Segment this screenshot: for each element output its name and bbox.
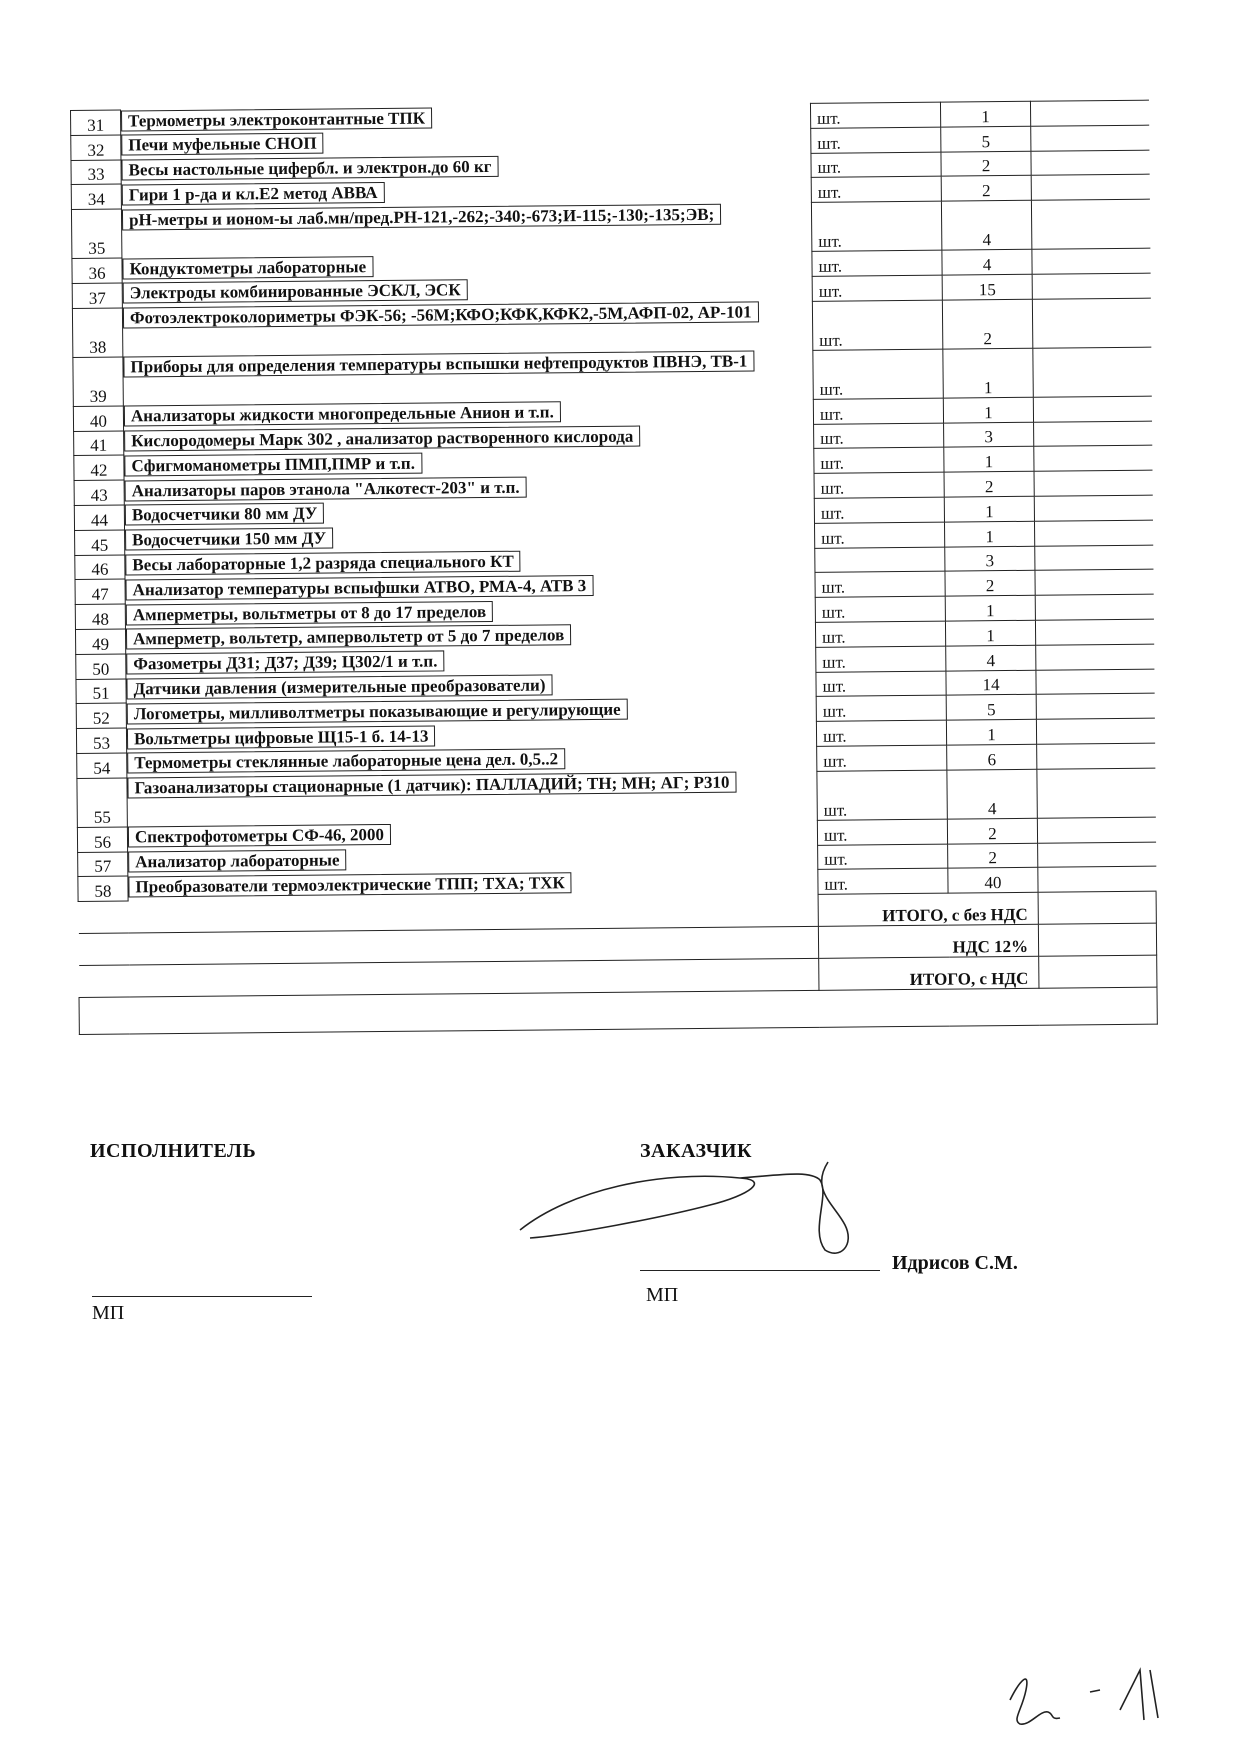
row-quantity: 1	[945, 595, 1035, 621]
row-number: 45	[75, 530, 125, 555]
vat-label: НДС 12%	[818, 924, 1038, 958]
row-item-name: Водосчетчики 80 мм ДУ	[125, 503, 325, 526]
row-number: 43	[74, 480, 124, 505]
row-unit: шт.	[813, 398, 943, 424]
row-quantity: 2	[941, 151, 1031, 177]
row-item-name: Термометры стеклянные лабораторные цена дел. 0,5..2	[127, 749, 565, 774]
row-item-name: Приборы для определения температуры вспышки нефтепродуктов ПВНЭ, ТВ-1	[123, 351, 754, 378]
row-quantity: 2	[945, 571, 1035, 597]
row-price	[1037, 817, 1155, 843]
row-price	[1037, 743, 1155, 769]
row-number: 31	[71, 110, 121, 135]
row-price	[1033, 396, 1151, 422]
row-item-name: Анализатор лабораторные	[128, 849, 347, 872]
row-item-name: Печи муфельные СНОП	[121, 133, 323, 156]
row-unit: шт.	[811, 201, 941, 251]
row-unit: шт.	[813, 349, 943, 399]
row-item-name: Амперметр, вольтетр, ампервольтетр от 5 до 7 пределов	[126, 625, 571, 650]
row-item-name: Весы лабораторные 1,2 разряда специального КТ	[125, 551, 521, 576]
row-number: 55	[77, 778, 127, 827]
row-number: 34	[71, 184, 121, 209]
row-price	[1036, 718, 1154, 744]
row-number: 57	[78, 852, 128, 877]
row-item-name: Преобразователи термоэлектрические ТПП; ТХА; ТХК	[128, 872, 571, 897]
row-price	[1034, 446, 1152, 472]
row-item-name: Анализаторы паров этанола "Алкотест-203" и т.п.	[125, 476, 527, 501]
row-unit: шт.	[815, 571, 945, 597]
row-number: 32	[71, 135, 121, 160]
row-number: 52	[76, 703, 126, 728]
customer-signature	[510, 1150, 870, 1270]
executor-signature-line	[92, 1296, 312, 1297]
row-price	[1038, 866, 1156, 892]
row-price	[1034, 470, 1152, 496]
row-quantity: 4	[947, 769, 1037, 819]
row-number: 49	[75, 629, 125, 654]
row-number: 40	[73, 406, 123, 431]
row-price	[1032, 273, 1150, 299]
row-unit: шт.	[812, 275, 942, 301]
row-quantity: 3	[944, 422, 1034, 448]
total-with-vat-label: ИТОГО, с НДС	[819, 956, 1039, 990]
row-number: 53	[76, 728, 126, 753]
row-price	[1032, 298, 1150, 348]
row-item-name: Кондуктометры лабораторные	[122, 256, 373, 279]
row-quantity: 2	[948, 843, 1038, 869]
totals-section	[78, 891, 1157, 1034]
row-quantity: 1	[946, 719, 1036, 745]
executor-stamp-label: МП	[92, 1302, 125, 1324]
row-quantity: 1	[944, 447, 1034, 473]
row-unit: шт.	[812, 300, 942, 350]
row-unit: шт.	[815, 522, 945, 548]
row-quantity: 5	[946, 695, 1036, 721]
row-quantity: 15	[942, 274, 1032, 300]
row-number: 48	[75, 604, 125, 629]
row-price	[1031, 175, 1149, 201]
row-price	[1031, 125, 1149, 151]
row-unit: шт.	[817, 745, 947, 771]
row-number: 37	[72, 283, 122, 308]
page-initials-mark	[990, 1640, 1200, 1730]
row-unit: шт.	[816, 646, 946, 672]
row-number: 36	[72, 258, 122, 283]
row-unit: шт.	[817, 770, 947, 820]
row-quantity: 1	[943, 397, 1033, 423]
row-number: 39	[73, 357, 123, 406]
row-quantity: 1	[945, 620, 1035, 646]
row-item-name: Электроды комбинированные ЭСКЛ, ЭСК	[123, 280, 468, 304]
row-unit: шт.	[814, 497, 944, 523]
row-unit: шт.	[816, 671, 946, 697]
row-price	[1035, 545, 1153, 571]
row-item-name: Логометры, милливолтметры показывающие и регулирующие	[127, 699, 628, 725]
row-price	[1032, 248, 1150, 274]
row-price	[1030, 100, 1148, 126]
items-table-wrap	[70, 100, 1157, 1035]
row-unit: шт.	[812, 250, 942, 276]
row-quantity: 6	[947, 744, 1037, 770]
row-number: 56	[77, 827, 127, 852]
customer-label: ЗАКАЗЧИК	[640, 1140, 752, 1162]
row-number: 33	[71, 160, 121, 185]
row-unit: шт.	[818, 844, 948, 870]
row-quantity: 4	[942, 249, 1032, 275]
row-unit: шт.	[815, 596, 945, 622]
row-unit: шт.	[811, 127, 941, 153]
row-unit	[815, 547, 945, 573]
row-quantity: 1	[944, 496, 1034, 522]
row-number: 46	[75, 555, 125, 580]
row-unit: шт.	[816, 720, 946, 746]
row-item-name: Анализатор температуры вспыфшки АТВО, РМА-4, АТВ 3	[126, 575, 594, 600]
row-price	[1033, 347, 1151, 397]
row-item-name: Фотоэлектроколориметры ФЭК-56; -56М;КФО;КФК,КФК2,-5М,АФП-02, АР-101	[123, 302, 759, 329]
row-quantity: 2	[941, 176, 1031, 202]
row-quantity: 4	[941, 200, 1031, 250]
row-price	[1034, 520, 1152, 546]
row-price	[1037, 768, 1155, 818]
row-number: 58	[78, 876, 128, 901]
row-item-name: Фазометры Д31; Д37; Д39; Ц302/1 и т.п.	[126, 651, 444, 675]
row-unit: шт.	[814, 448, 944, 474]
customer-stamp-label: МП	[646, 1284, 679, 1306]
row-item-name: Газоанализаторы стационарные (1 датчик): ПАЛЛАДИЙ; ТН; МН; АГ; Р310	[127, 772, 736, 799]
row-quantity: 2	[944, 471, 1034, 497]
total-without-vat-label: ИТОГО, с без НДС	[818, 892, 1038, 926]
row-quantity: 2	[947, 818, 1037, 844]
row-item-name: Вольтметры цифровые Щ15-1 б. 14-13	[127, 725, 436, 749]
row-item-name: Водосчетчики 150 мм ДУ	[125, 528, 333, 551]
row-price	[1035, 619, 1153, 645]
row-item-name: Термометры электроконтантные ТПК	[121, 107, 432, 131]
row-item-name: Анализаторы жидкости многопредельные Анион и т.п.	[124, 402, 561, 427]
row-number: 41	[74, 431, 124, 456]
row-item-name: Сфигмоманометры ПМП,ПМР и т.п.	[124, 453, 422, 477]
items-table-body	[71, 100, 1157, 901]
row-unit: шт.	[814, 423, 944, 449]
row-unit: шт.	[817, 819, 947, 845]
row-unit: шт.	[818, 868, 948, 894]
row-price	[1036, 644, 1154, 670]
row-number: 42	[74, 455, 124, 480]
row-price	[1036, 669, 1154, 695]
row-quantity: 1	[940, 101, 1030, 127]
row-quantity: 5	[941, 126, 1031, 152]
row-quantity: 1	[943, 348, 1033, 398]
row-price	[1035, 594, 1153, 620]
row-quantity: 4	[946, 645, 1036, 671]
row-price	[1038, 842, 1156, 868]
items-table	[70, 100, 1158, 1035]
row-unit: шт.	[816, 695, 946, 721]
row-unit: шт.	[815, 621, 945, 647]
row-unit: шт.	[811, 152, 941, 178]
row-price	[1036, 693, 1154, 719]
row-unit: шт.	[814, 472, 944, 498]
row-number: 38	[72, 308, 122, 357]
customer-signature-line	[640, 1270, 880, 1271]
row-price	[1031, 199, 1149, 249]
row-price	[1034, 421, 1152, 447]
row-number: 44	[74, 505, 124, 530]
row-number: 50	[76, 654, 126, 679]
row-item-name: Весы настольные цифербл. и электрон.до 60 кг	[121, 156, 498, 181]
row-price	[1031, 150, 1149, 176]
row-item-name: Гири 1 р-да и кл.Е2 метод АВВА	[122, 182, 385, 206]
row-unit: шт.	[810, 102, 940, 128]
row-item-name: Спектрофотометры СФ-46, 2000	[128, 824, 391, 848]
row-item-name: Амперметры, вольтметры от 8 до 17 пределов	[126, 601, 493, 626]
row-price	[1034, 495, 1152, 521]
row-number: 54	[77, 753, 127, 778]
row-quantity: 3	[945, 546, 1035, 572]
row-item-name: Датчики давления (измерительные преобразователи)	[126, 674, 552, 699]
row-price	[1035, 569, 1153, 595]
row-item-name: Кислородомеры Марк 302 , анализатор растворенного кислорода	[124, 426, 640, 452]
executor-label: ИСПОЛНИТЕЛЬ	[90, 1140, 257, 1162]
row-quantity: 1	[944, 521, 1034, 547]
row-quantity: 2	[942, 299, 1032, 349]
customer-name: Идрисов С.М.	[892, 1252, 1018, 1274]
row-quantity: 40	[948, 868, 1038, 894]
row-item-name: рН-метры и ионом-ы лаб.мн/пред.РН-121,-262;-340;-673;И-115;-130;-135;ЭВ;	[122, 203, 721, 230]
row-number: 51	[76, 679, 126, 704]
row-number: 47	[75, 579, 125, 604]
row-number: 35	[71, 209, 121, 258]
row-unit: шт.	[811, 177, 941, 203]
row-quantity: 14	[946, 670, 1036, 696]
